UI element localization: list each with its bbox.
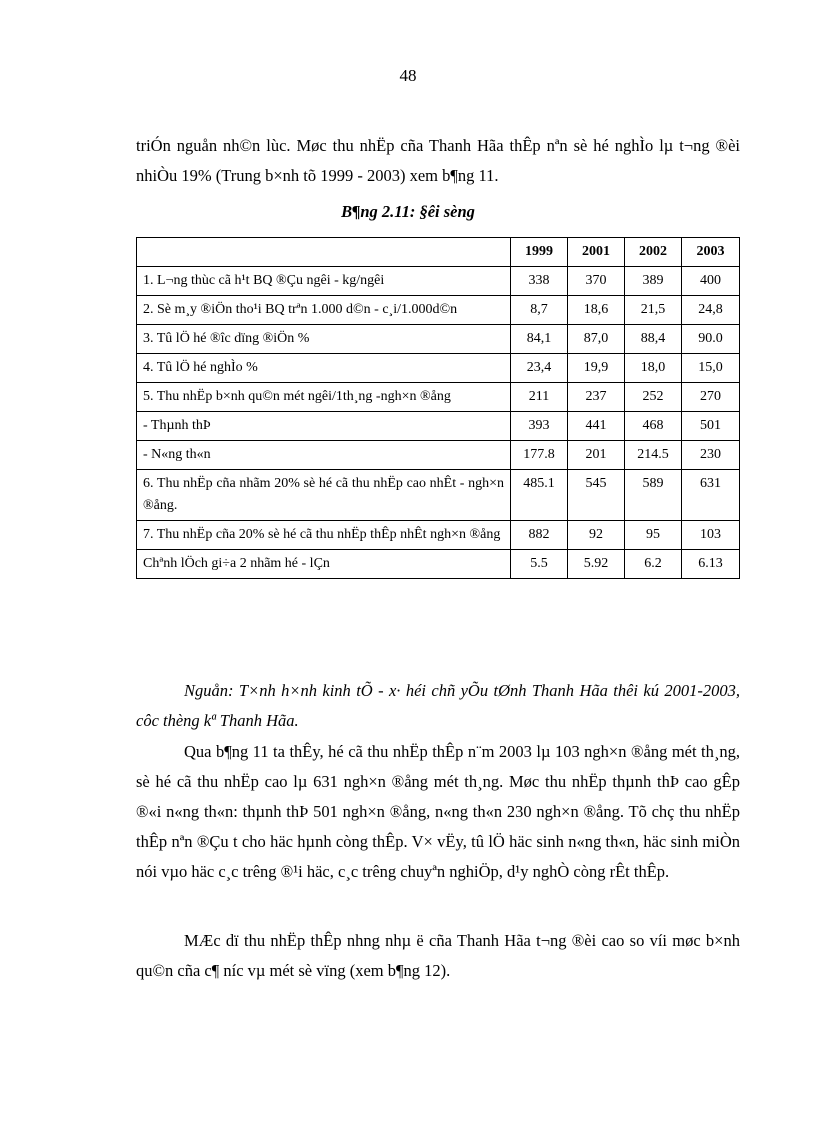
row-value: 95 — [625, 521, 682, 550]
table-row — [137, 325, 740, 354]
row-value: 18,0 — [625, 354, 682, 383]
row-value: 8,7 — [511, 296, 568, 325]
table-row — [137, 383, 740, 412]
row-value: 84,1 — [511, 325, 568, 354]
row-label: 2. Sè m¸y ®iÖn tho¹i BQ trªn 1.000 d©n - c¸i/1.000d©n — [137, 296, 511, 325]
page-number: 48 — [399, 66, 417, 85]
row-value: 90.0 — [682, 325, 740, 354]
row-value: 468 — [625, 412, 682, 441]
row-label: 4. Tû lÖ hé nghÌo % — [137, 354, 511, 383]
row-value: 485.1 — [511, 470, 568, 521]
table-header-row — [137, 238, 740, 267]
row-value: 6.2 — [625, 550, 682, 579]
table-header-cell: 2001 — [568, 238, 625, 267]
row-label: - Thµnh thÞ — [137, 412, 511, 441]
row-value: 201 — [568, 441, 625, 470]
row-value: 211 — [511, 383, 568, 412]
row-label: - N«ng th«n — [137, 441, 511, 470]
paragraph-analysis: Qua b¶ng 11 ta thÊy, hé cã thu nhËp thÊp n¨m 2003 lµ 103 ngh×n ®ång mét th¸ng, sè hé cã thu nhËp cao lµ 631 ngh×n ®ång mét th¸ng. Møc thu nhËp thµnh thÞ cao gÊp ®«i n«ng th«n: thµnh thÞ 501 ngh×n ®ång, n«ng th«n 230 ngh×n ®ång. Tõ chç thu nhËp thÊp nªn ®Çu t cho häc hµnh còng thÊp. V× vËy, tû lÖ häc sinh n«ng th«n, häc sinh miÒn nói vµo häc c¸c trêng ®¹i häc, c¸c trêng chuyªn nghiÖp, d¹y nghÒ còng rÊt thÊp. — [136, 742, 740, 881]
row-label: 3. Tû lÖ hé ®îc dïng ®iÖn % — [137, 325, 511, 354]
row-label: 5. Thu nhËp b×nh qu©n mét ngêi/1th¸ng -ngh×n ®ång — [137, 383, 511, 412]
row-value: 15,0 — [682, 354, 740, 383]
table-source-note: Nguån: T×nh h×nh kinh tÕ - x· héi chñ yÕu tØnh Thanh Hãa thêi kú 2001-2003, côc thèng kª Thanh Hãa. — [136, 681, 740, 730]
row-value: 252 — [625, 383, 682, 412]
row-value: 370 — [568, 267, 625, 296]
table-row — [137, 296, 740, 325]
row-value: 92 — [568, 521, 625, 550]
row-value: 21,5 — [625, 296, 682, 325]
table-header-cell: 1999 — [511, 238, 568, 267]
row-value: 103 — [682, 521, 740, 550]
table-title: B¶ng 2.11: §êi sèng — [341, 202, 475, 221]
row-value: 400 — [682, 267, 740, 296]
row-value: 87,0 — [568, 325, 625, 354]
table-row — [137, 521, 740, 550]
row-label: Chªnh lÖch gi÷a 2 nhãm hé - lÇn — [137, 550, 511, 579]
row-label: 7. Thu nhËp cña 20% sè hé cã thu nhËp thÊp nhÊt ngh×n ®ång — [137, 521, 511, 550]
row-label: 6. Thu nhËp cña nhãm 20% sè hé cã thu nhËp cao nhÊt - ngh×n ®ång. — [137, 470, 511, 521]
row-value: 270 — [682, 383, 740, 412]
row-value: 5.92 — [568, 550, 625, 579]
row-value: 19,9 — [568, 354, 625, 383]
table-row — [137, 550, 740, 579]
row-value: 230 — [682, 441, 740, 470]
table-row — [137, 441, 740, 470]
row-value: 545 — [568, 470, 625, 521]
row-value: 177.8 — [511, 441, 568, 470]
row-label: 1. L¬ng thùc cã h¹t BQ ®Çu ngêi - kg/ngêi — [137, 267, 511, 296]
table-header-cell — [137, 238, 511, 267]
row-value: 23,4 — [511, 354, 568, 383]
row-value: 214.5 — [625, 441, 682, 470]
row-value: 5.5 — [511, 550, 568, 579]
table-row — [137, 470, 740, 521]
table-row — [137, 267, 740, 296]
row-value: 338 — [511, 267, 568, 296]
paragraph-housing: MÆc dï thu nhËp thÊp nhng nhµ ë cña Thanh Hãa t¬ng ®èi cao so víi møc b×nh qu©n cña c¶ níc vµ mét sè vïng (xem b¶ng 12). — [136, 931, 740, 980]
row-value: 18,6 — [568, 296, 625, 325]
row-value: 237 — [568, 383, 625, 412]
row-value: 631 — [682, 470, 740, 521]
row-value: 6.13 — [682, 550, 740, 579]
row-value: 393 — [511, 412, 568, 441]
row-value: 88,4 — [625, 325, 682, 354]
row-value: 441 — [568, 412, 625, 441]
living-standards-table — [136, 237, 740, 579]
table-header-cell: 2003 — [682, 238, 740, 267]
row-value: 882 — [511, 521, 568, 550]
paragraph-intro: triÓn nguån nh©n lùc. Møc thu nhËp cña Thanh Hãa thÊp nªn sè hé nghÌo lµ t¬ng ®èi nhiÒu 19% (Trung b×nh tõ 1999 - 2003) xem b¶ng 11. — [136, 136, 740, 185]
row-value: 501 — [682, 412, 740, 441]
table-row — [137, 412, 740, 441]
table-row — [137, 354, 740, 383]
row-value: 589 — [625, 470, 682, 521]
row-value: 24,8 — [682, 296, 740, 325]
row-value: 389 — [625, 267, 682, 296]
table-header-cell: 2002 — [625, 238, 682, 267]
